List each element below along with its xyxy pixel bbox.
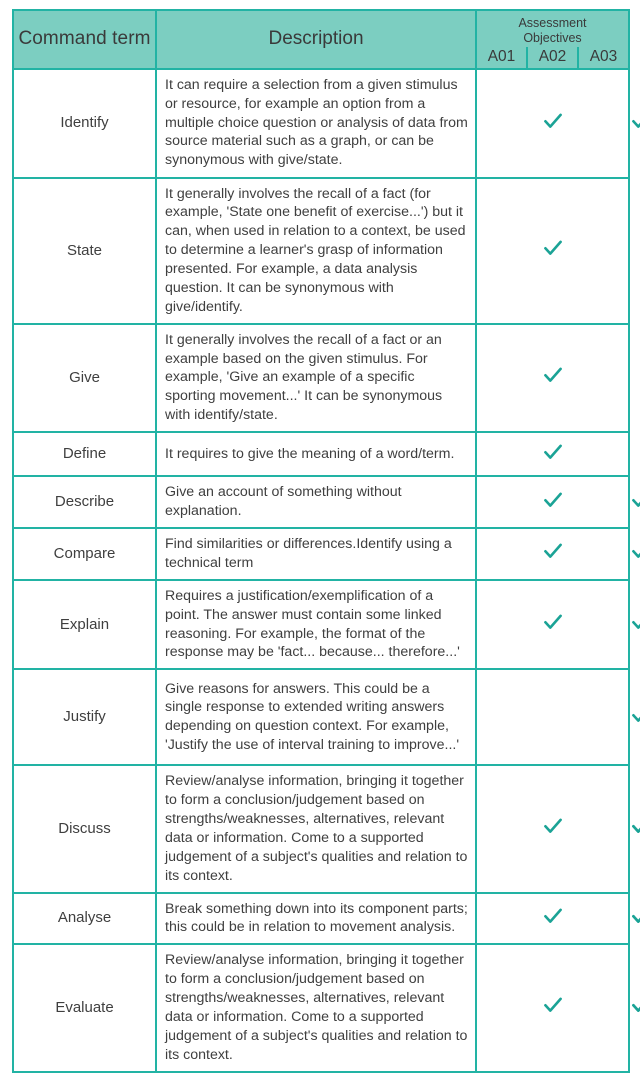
cell-description: Review/analyse information, bringing it together to form a conclusion/judgement based on strengths/weaknesses, alternatives, relevant data or information. Come to a supported judgement of a subject's qualities and relation to its context. — [156, 765, 476, 892]
column-header-description: Description — [156, 10, 476, 69]
cell-command-term: Explain — [13, 580, 156, 670]
cell-ao1 — [476, 528, 629, 580]
cell-command-term: Give — [13, 324, 156, 432]
cell-command-term: Justify — [13, 669, 156, 765]
check-icon — [630, 110, 640, 132]
cell-description: Give an account of something without explanation. — [156, 476, 476, 528]
table-row — [13, 69, 629, 178]
cell-ao1 — [476, 765, 629, 892]
cell-command-term: Describe — [13, 476, 156, 528]
table-row — [13, 324, 629, 432]
cell-description: It requires to give the meaning of a word/term. — [156, 432, 476, 476]
assessment-objectives-title — [477, 11, 628, 47]
table-row — [13, 893, 629, 945]
column-header-command-term: Command term — [13, 10, 156, 69]
check-icon — [630, 815, 640, 837]
check-icon — [542, 611, 564, 633]
assessment-objectives-inner — [477, 11, 628, 68]
check-icon — [630, 540, 640, 562]
table-header — [13, 10, 629, 69]
cell-description: Review/analyse information, bringing it together to form a conclusion/judgement based on strengths/weaknesses, alternatives, relevant data or information. Come to a supported judgement of a subject's qualities and relation to its context. — [156, 944, 476, 1071]
assessment-objectives-title-line2: Objectives — [523, 30, 582, 45]
cell-ao1 — [476, 580, 629, 670]
check-icon — [542, 540, 564, 562]
cell-ao1 — [476, 432, 629, 476]
cell-command-term: Compare — [13, 528, 156, 580]
table-row — [13, 432, 629, 476]
cell-command-term: Define — [13, 432, 156, 476]
column-header-assessment-objectives — [476, 10, 629, 69]
cell-description: Break something down into its component parts; this could be in relation to movement analysis. — [156, 893, 476, 945]
header-row — [13, 10, 629, 69]
cell-ao1 — [476, 944, 629, 1071]
column-header-ao3: A03 — [577, 47, 628, 68]
cell-description: It generally involves the recall of a fact (for example, 'State one benefit of exercise...') but it can, when used in relation to a context, be used to determine a learner's grasp of information presented. For example, a data analysis question. It can be synonymous with give/identify. — [156, 178, 476, 324]
check-icon — [542, 441, 564, 463]
check-icon — [630, 994, 640, 1016]
table-row — [13, 669, 629, 765]
check-icon — [630, 489, 640, 511]
cell-command-term: Analyse — [13, 893, 156, 945]
table-row — [13, 944, 629, 1071]
check-icon — [542, 905, 564, 927]
check-icon — [630, 611, 640, 633]
cell-ao1 — [476, 324, 629, 432]
table-row — [13, 476, 629, 528]
cell-ao1 — [476, 476, 629, 528]
cell-ao1 — [476, 69, 629, 178]
cell-description: It generally involves the recall of a fact or an example based on the given stimulus. For example, 'Give an example of a specific sporting movement...' It can be synonymous with identify/state. — [156, 324, 476, 432]
command-terms-table-container — [12, 9, 628, 1073]
check-icon — [542, 110, 564, 132]
cell-command-term: Evaluate — [13, 944, 156, 1071]
command-terms-table — [12, 9, 630, 1073]
cell-description: Find similarities or differences.Identify using a technical term — [156, 528, 476, 580]
check-icon — [630, 704, 640, 726]
cell-ao1 — [476, 669, 629, 765]
table-row — [13, 580, 629, 670]
cell-command-term: Identify — [13, 69, 156, 178]
table-row — [13, 528, 629, 580]
cell-description: Give reasons for answers. This could be a single response to extended writing answers depending on question context. For example, 'Justify the use of interval training to improve...' — [156, 669, 476, 765]
column-header-ao1: A01 — [487, 47, 516, 65]
check-icon — [542, 994, 564, 1016]
cell-description: Requires a justification/exemplification of a point. The answer must contain some linked reasoning. For example, the format of the response may be 'fact... because... therefore...' — [156, 580, 476, 670]
cell-command-term: State — [13, 178, 156, 324]
assessment-objectives-columns — [477, 47, 628, 68]
cell-description: It can require a selection from a given stimulus or resource, for example an option from a multiple choice question or analysis of data from source material such as a graph, or can be synonymous with give/state. — [156, 69, 476, 178]
cell-ao1 — [476, 893, 629, 945]
table-body — [13, 69, 629, 1072]
table-row — [13, 765, 629, 892]
cell-command-term: Discuss — [13, 765, 156, 892]
check-icon — [542, 489, 564, 511]
check-icon — [542, 815, 564, 837]
cell-ao1 — [476, 178, 629, 324]
check-icon — [630, 905, 640, 927]
table-row — [13, 178, 629, 324]
assessment-objectives-title-line1: Assessment — [518, 16, 587, 30]
check-icon — [542, 237, 564, 259]
check-icon — [542, 364, 564, 386]
column-header-ao2: A02 — [526, 47, 577, 68]
